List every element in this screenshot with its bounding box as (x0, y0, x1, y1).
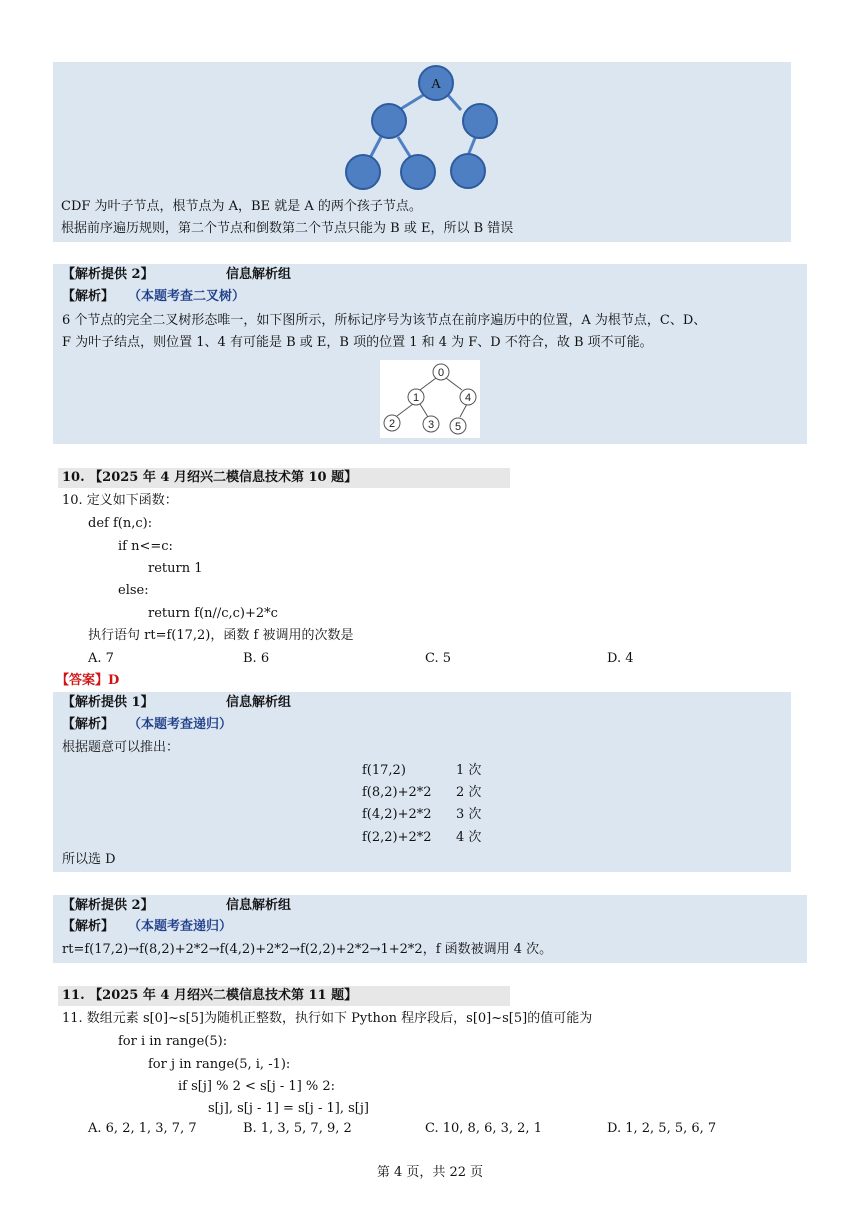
tree-edge (370, 137, 381, 158)
analysis-label: 【解析】 (62, 289, 115, 304)
explanation-block-tree (53, 62, 791, 242)
answer-label: 【答案】D (56, 673, 120, 688)
tree-edge (420, 378, 436, 390)
tree-node (463, 104, 497, 138)
recursion-count: 2 次 (456, 785, 482, 800)
tree-node-label: 0 (437, 367, 445, 379)
recursion-expr: f(17,2) (362, 763, 406, 778)
option-c: C. 5 (425, 651, 452, 666)
text-line: 根据题意可以推出： (62, 740, 180, 755)
analysis-label: 【解析】 (62, 919, 115, 934)
code-line: return f(n//c,c)+2*c (148, 606, 278, 621)
text-line: 根据前序遍历规则，第二个节点和倒数第二个节点只能为 B 或 E，所以 B 错误 (61, 221, 514, 236)
conclusion-line: 所以选 D (62, 852, 116, 867)
tree-node-label: 3 (427, 419, 435, 431)
tree-node-root-label: A (430, 77, 442, 92)
code-line: if n<=c: (118, 539, 173, 554)
tree-edge (398, 137, 411, 158)
topic-label: （本题考查递归） (128, 717, 233, 732)
provider-label: 【解析提供 1】 (62, 695, 154, 710)
tree-node (346, 155, 380, 189)
tree-node-label: 4 (464, 392, 472, 404)
tree-edge (460, 404, 467, 417)
option-a: A. 7 (88, 651, 114, 666)
tree-edge (447, 94, 461, 110)
code-line: def f(n,c): (88, 516, 153, 531)
code-line: if s[j] % 2 < s[j - 1] % 2: (178, 1079, 336, 1094)
code-line: for j in range(5, i, -1): (148, 1057, 291, 1072)
tree-node-label: 5 (454, 421, 462, 433)
topic-label: （本题考查递归） (128, 919, 233, 934)
tree-edge (446, 378, 462, 390)
recursion-chain: rt=f(17,2)→f(8,2)+2*2→f(4,2)+2*2→f(2,2)+2*2→1+2*2，f 函数被调用 4 次。 (62, 942, 553, 957)
provider-label: 【解析提供 2】 (62, 898, 154, 913)
tree-node (372, 104, 406, 138)
tree-edge (399, 94, 425, 110)
question-header: 10. 【2025 年 4 月绍兴二模信息技术第 10 题】 (58, 468, 510, 488)
tree-node-label: 1 (412, 392, 420, 404)
text-line: CDF 为叶子节点，根节点为 A，BE 就是 A 的两个孩子节点。 (61, 199, 422, 214)
page-footer: 第 4 页，共 22 页 (376, 1165, 484, 1180)
option-d: D. 4 (607, 651, 634, 666)
code-line: for i in range(5): (118, 1034, 228, 1049)
option-b: B. 1, 3, 5, 7, 9, 2 (243, 1121, 352, 1136)
recursion-expr: f(2,2)+2*2 (362, 830, 432, 845)
recursion-expr: f(4,2)+2*2 (362, 807, 432, 822)
code-line: s[j], s[j - 1] = s[j - 1], s[j] (208, 1101, 369, 1116)
option-b: B. 6 (243, 651, 270, 666)
binary-tree-diagram (343, 62, 543, 197)
recursion-expr: f(8,2)+2*2 (362, 785, 432, 800)
tree-edge (420, 404, 428, 417)
numbered-tree-svg (380, 360, 480, 438)
code-line: else: (118, 583, 149, 598)
group-label: 信息解析组 (226, 695, 292, 710)
tree-node (451, 154, 485, 188)
tree-edge (397, 404, 413, 416)
recursion-count: 3 次 (456, 807, 482, 822)
analysis-label: 【解析】 (62, 717, 115, 732)
provider-label: 【解析提供 2】 (62, 267, 154, 282)
option-c: C. 10, 8, 6, 3, 2, 1 (425, 1121, 542, 1136)
tree-node-label: 2 (388, 418, 396, 430)
group-label: 信息解析组 (226, 898, 292, 913)
recursion-count: 4 次 (456, 830, 482, 845)
option-d: D. 1, 2, 5, 5, 6, 7 (607, 1121, 717, 1136)
tree-node (401, 155, 435, 189)
topic-label: （本题考查二叉树） (128, 289, 246, 304)
numbered-tree-diagram (380, 360, 480, 438)
code-line: return 1 (148, 561, 203, 576)
question-header: 11. 【2025 年 4 月绍兴二模信息技术第 11 题】 (58, 986, 510, 1006)
question-text: 执行语句 rt=f(17,2)，函数 f 被调用的次数是 (88, 628, 354, 643)
recursion-count: 1 次 (456, 763, 482, 778)
question-stem: 10. 定义如下函数： (62, 493, 178, 508)
question-stem: 11. 数组元素 s[0]~s[5]为随机正整数，执行如下 Python 程序段后，s[0]~s[5]的值可能为 (62, 1011, 593, 1026)
group-label: 信息解析组 (226, 267, 292, 282)
text-line: 6 个节点的完全二叉树形态唯一，如下图所示，所标记序号为该节点在前序遍历中的位置，A 为根节点，C、D、 (62, 313, 707, 328)
text-line: F 为叶子结点，则位置 1、4 有可能是 B 或 E，B 项的位置 1 和 4 为 F、D 不符合，故 B 项不可能。 (62, 335, 653, 350)
option-a: A. 6, 2, 1, 3, 7, 7 (88, 1121, 197, 1136)
